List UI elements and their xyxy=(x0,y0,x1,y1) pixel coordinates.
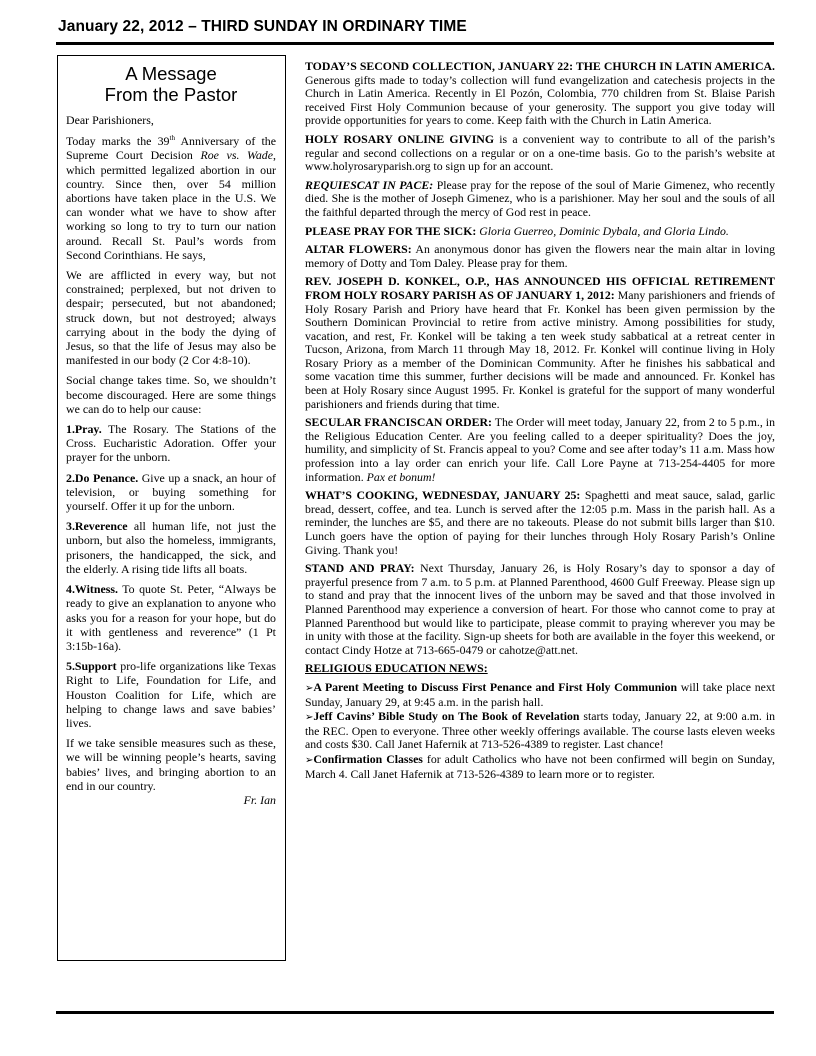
action-item-pray: 1.Pray. The Rosary. The Stations of the Cross. Eucharistic Adoration. Offer your prayer for the unborn. xyxy=(66,422,276,465)
pastor-paragraph-3: Social change takes time. So, we shouldn’t become discouraged. Here are some things we can do to help our cause: xyxy=(66,373,276,416)
announcement-altar-flowers: ALTAR FLOWERS: An anonymous donor has given the flowers near the main altar in loving memory of Dotty and Tom Daley. Please pray for them. xyxy=(305,242,775,270)
pastor-title-line-1: A Message xyxy=(125,63,217,84)
announcement-franciscan-order: SECULAR FRANCISCAN ORDER: The Order will meet today, January 22, from 2 to 5 p.m., in the Religious Education Center. Are you feeling called to a deeper spirituality? Does the joy, humility, and simplicity of St. Francis appeal to you? Come and see after today’s 11 a.m. Mass how profession into a lay order can enrich your life. Call Lore Payne at 713-254-4405 for more information. Pax et bonum! xyxy=(305,415,775,484)
list-item: ➢Jeff Cavins’ Bible Study on The Book of Revelation starts today, January 22, at 9:00 a.m. in the REC. Open to everyone. Three other weekly offerings available. The course lasts eleven weeks and costs $30. Call Janet Hafernik at 713-526-4389 to register. Last chance! xyxy=(305,709,775,752)
religious-education-heading: RELIGIOUS EDUCATION NEWS: xyxy=(305,661,488,676)
pastor-message-box xyxy=(57,55,286,961)
bottom-divider xyxy=(56,1011,774,1014)
arrow-bullet-icon: ➢ xyxy=(305,712,314,724)
action-item-witness: 4.Witness. To quote St. Peter, “Always be ready to give an explanation to anyone who asks you for a reason for your hope, but do it with gentleness and reverence” (1 Pt 3:15b-16a). xyxy=(66,582,276,653)
pastor-signature: Fr. Ian xyxy=(243,792,276,807)
list-item: ➢Confirmation Classes for adult Catholics who have not been confirmed will begin on Sunday, March 4. Call Janet Hafernik at 713-526-4389 to learn more or to register. xyxy=(305,751,776,781)
announcement-pray-for-sick: PLEASE PRAY FOR THE SICK: Gloria Guerreo, Dominic Dybala, and Gloria Lindo. xyxy=(305,223,729,238)
announcement-konkel-retirement: REV. JOSEPH D. KONKEL, O.P., HAS ANNOUNCED HIS OFFICIAL RETIREMENT FROM HOLY ROSARY PARISH AS OF JANUARY 1, 2012: Many parishioners and friends of Holy Rosary Parish and Priory have heard that Fr. Konkel has been given permission by the Southern Dominican Provincial to retire from active ministry. Among possibilities for study, vacation, and rest, Fr. Konkel will be taking a ten week study sabbatical at a retreat center in Tucson, Arizona, from March 11 through May 18, 2012. Fr. Konkel will continue living in Holy Rosary Priory as a member of the Dominican Community. After he finishes his sabbatical and some vacation time this summer, further decisions will be made and announced. Fr. Konkel has been at Holy Rosary since August 1995. Fr. Konkel is grateful for the support of many wonderful parishioners and friends during that time. xyxy=(305,274,775,411)
top-divider xyxy=(56,42,774,45)
announcements-column xyxy=(305,60,775,782)
announcement-requiescat: REQUIESCAT IN PACE: Please pray for the repose of the soul of Marie Gimenez, who recently died. She is the mother of Joseph Gimenez, who is a parishioner. May her soul and the souls of all the faithful departed through the mercy of God rest in peace. xyxy=(305,177,775,219)
pastor-closing: If we take sensible measures such as these, we will be winning people’s hearts, saving babies’ lives, and bringing abortion to an end in our country. xyxy=(66,736,276,793)
pastor-paragraph-1: Today marks the 39th Anniversary of the Supreme Court Decision Roe vs. Wade, which permitted legalized abortion in our country. Since then, over 54 million abortions have taken place in the U.S. We can wonder what we have to show after working so long to try to turn our nation around. Recall St. Paul’s words from Second Corinthians. He says, xyxy=(66,134,276,262)
religious-education-list xyxy=(305,681,775,781)
action-item-penance: 2.Do Penance. Give up a snack, an hour of television, or buying something for yourself. Offer it up for the unborn. xyxy=(66,470,276,514)
action-item-reverence: 3.Reverence all human life, not just the unborn, but also the homeless, immigrants, prisoners, the handicapped, the sick, and the elderly. A rising tide lifts all boats. xyxy=(66,519,276,576)
announcement-stand-and-pray: STAND AND PRAY: Next Thursday, January 26, is Holy Rosary’s day to sponsor a day of prayerful presence from 7 a.m. to 5 p.m. at Planned Parenthood, 4600 Gulf Freeway. Please sign up to stand and pray that the innocent lives of the unborn may be saved and that those involved in Planned Parenthood may experience a conversion of heart. For those who cannot come to pray at Planned Parenthood but would like to participate, please commit to praying wherever you may be in unity with those at the facility. Sign-up sheets for both are available in the foyer this weekend, or contact Cindy Hotze at 713-665-0479 or cahotze@att.net. xyxy=(305,561,775,657)
arrow-bullet-icon: ➢ xyxy=(305,754,314,766)
pastor-message-title xyxy=(66,63,276,105)
action-item-support: 5.Support pro-life organizations like Texas Right to Life, Foundation for Life, and Houston Coalition for Life, which are helping to change laws and save babies’ lives. xyxy=(66,659,276,730)
arrow-bullet-icon: ➢ xyxy=(305,682,314,694)
list-item: ➢A Parent Meeting to Discuss First Penance and First Holy Communion will take place next Sunday, January 29, at 9:45 a.m. in the parish hall. xyxy=(305,679,776,709)
pastor-title-line-2: From the Pastor xyxy=(104,84,238,105)
scripture-quote: We are afflicted in every way, but not constrained; perplexed, but not driven to despair; persecuted, but not abandoned; struck down, but not destroyed; always carrying about in the body the dying of Jesus, so that the life of Jesus may also be manifested in our body (2 Cor 4:8-10). xyxy=(66,268,276,368)
bulletin-date-header: January 22, 2012 – THIRD SUNDAY IN ORDINARY TIME xyxy=(58,18,467,35)
announcement-online-giving: HOLY ROSARY ONLINE GIVING is a convenient way to contribute to all of the parish’s regular and second collections on a regular or on a one-time basis. Go to the parish’s website at www.holyrosaryparish.org to sign up for an account. xyxy=(305,131,775,174)
announcement-second-collection: TODAY’S SECOND COLLECTION, JANUARY 22: THE CHURCH IN LATIN AMERICA. Generous gifts made to today’s collection will fund evangelization and catechesis projects in the Church in Latin America. Recently in El Pozón, Colombia, 770 children from St. Blaise Parish received First Holy Communion because of your generosity. The support you give today will provide opportunities for years to come. Keep faith with the Church in Latin America. xyxy=(305,59,775,128)
announcement-whats-cooking: WHAT’S COOKING, WEDNESDAY, JANUARY 25: Spaghetti and meat sauce, salad, garlic bread, dessert, coffee, and tea. Lunch is served after the 12:05 p.m. Mass in the parish hall. As a reminder, the lunches are $5, and there are no takeouts. Please do not submit bills larger than $10. Lunch goers have the option of paying for their lunches through Holy Rosary Parish’s Online Giving. Thank you! xyxy=(305,488,775,557)
salutation: Dear Parishioners, xyxy=(66,113,154,127)
